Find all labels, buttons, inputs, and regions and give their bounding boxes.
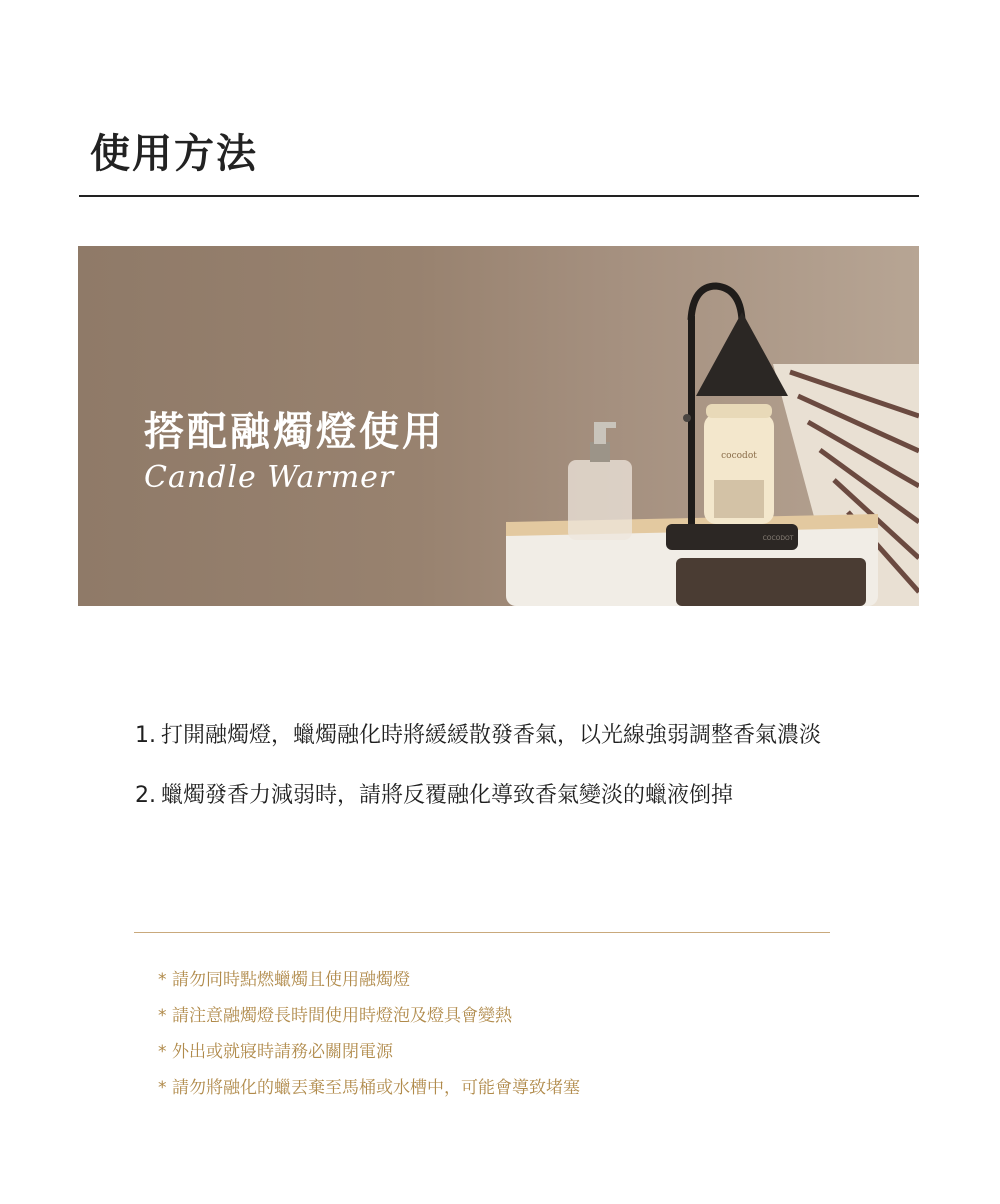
step-number: 1. [135, 723, 156, 748]
step-text: 蠟燭發香力減弱時，請將反覆融化導致香氣變淡的蠟液倒掉 [161, 783, 734, 808]
asterisk: * [158, 1006, 167, 1026]
jar-label: cocodot [721, 451, 757, 461]
banner-subtitle: Candle Warmer [144, 460, 395, 495]
notes-divider [134, 932, 830, 933]
asterisk: * [158, 1078, 167, 1098]
note-item [158, 998, 580, 1034]
note-text: 外出或就寢時請務必關閉電源 [172, 1042, 393, 1062]
usage-steps [135, 712, 855, 820]
banner-title: 搭配融燭燈使用 [144, 409, 445, 455]
note-text: 請勿同時點燃蠟燭且使用融燭燈 [172, 970, 410, 990]
asterisk: * [158, 1042, 167, 1062]
caution-notes [158, 962, 580, 1106]
note-item [158, 962, 580, 998]
note-item [158, 1034, 580, 1070]
step-text: 打開融燭燈，蠟燭融化時將緩緩散發香氣，以光線強弱調整香氣濃淡 [161, 723, 822, 748]
banner-image [78, 246, 919, 606]
page-title: 使用方法 [90, 131, 258, 177]
base-label: COCODOT [762, 535, 794, 542]
step-item [135, 772, 855, 820]
asterisk: * [158, 970, 167, 990]
note-item [158, 1070, 580, 1106]
step-item [135, 712, 855, 760]
title-divider [79, 195, 919, 197]
note-text: 請注意融燭燈長時間使用時燈泡及燈具會變熱 [172, 1006, 512, 1026]
step-number: 2. [135, 783, 156, 808]
note-text: 請勿將融化的蠟丟棄至馬桶或水槽中，可能會導致堵塞 [172, 1078, 580, 1098]
